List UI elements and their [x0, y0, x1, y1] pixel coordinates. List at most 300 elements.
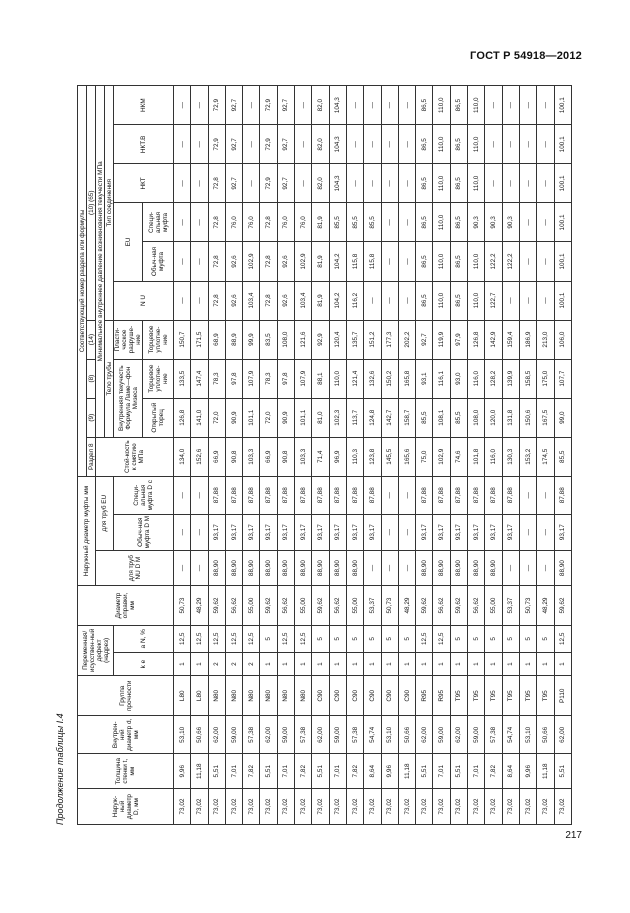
table-cell: 174,5 [537, 437, 554, 476]
table-cell: 82,0 [312, 86, 329, 125]
rotated-table-block [55, 85, 589, 825]
table-cell: 1 [450, 653, 467, 676]
table-cell: 101,1 [295, 398, 312, 437]
table-cell: 12,5 [191, 625, 208, 652]
table-cell: 92,9 [312, 320, 329, 359]
table-cell: 73,02 [450, 789, 467, 825]
table-cell: 87,88 [312, 476, 329, 514]
table-cell: 72,8 [208, 164, 225, 203]
table-cell: — [364, 86, 381, 125]
table-cell: 12,5 [225, 625, 242, 652]
table-caption: Продолжение таблицы I.4 [55, 713, 65, 825]
table-cell: 72,8 [260, 281, 277, 320]
col-resistance: Стой-кость к смятию МПа [96, 437, 174, 476]
table-cell: — [398, 125, 415, 164]
table-cell: N80 [243, 676, 260, 716]
table-row [381, 86, 398, 825]
table-cell: 7,01 [225, 754, 242, 789]
table-cell: 132,6 [364, 359, 381, 398]
col-closed-end: Торцевое уплотне-ние [143, 359, 174, 398]
table-cell: 139,9 [502, 359, 519, 398]
table-cell: 73,02 [174, 789, 191, 825]
table-cell: 1 [502, 653, 519, 676]
table-cell: 73,02 [346, 789, 363, 825]
table-cell: 93,17 [416, 514, 433, 550]
table-cell: 121,4 [346, 359, 363, 398]
table-cell: 93,17 [450, 514, 467, 550]
table-cell: 7,82 [346, 754, 363, 789]
table-cell: 5 [450, 625, 467, 652]
table-cell: 1 [364, 653, 381, 676]
table-cell: 75,0 [416, 437, 433, 476]
col-wt: Толщина стенки t, мм [78, 754, 174, 789]
table-cell: 59,00 [329, 716, 346, 754]
table-cell: 56,62 [433, 586, 450, 625]
table-cell: 86,5 [450, 164, 467, 203]
table-cell: — [174, 125, 191, 164]
table-cell: 142,9 [485, 320, 502, 359]
col-eu: EU [114, 203, 143, 281]
table-cell: 81,9 [312, 281, 329, 320]
table-cell: — [537, 242, 554, 281]
table-cell: 48,29 [537, 586, 554, 625]
table-cell: 126,8 [174, 398, 191, 437]
table-row [485, 86, 502, 825]
table-cell: 5 [398, 625, 415, 652]
table-cell: — [485, 164, 502, 203]
table-cell: 100,1 [554, 86, 571, 125]
table-cell: — [295, 125, 312, 164]
table-cell: 88,90 [277, 550, 294, 586]
table-cell: 59,62 [312, 586, 329, 625]
table-cell: T95 [468, 676, 485, 716]
table-cell: 88,90 [450, 550, 467, 586]
table-cell: 62,00 [260, 716, 277, 754]
table-cell: 116,0 [468, 359, 485, 398]
table-cell: 150,6 [519, 398, 536, 437]
table-cell: 97,8 [277, 359, 294, 398]
table-cell: — [174, 164, 191, 203]
table-cell: — [191, 514, 208, 550]
table-cell: 7,01 [433, 754, 450, 789]
table-cell: 72,9 [260, 86, 277, 125]
table-cell: 120,0 [485, 398, 502, 437]
table-cell: 92,7 [277, 164, 294, 203]
col-formula-group: Соответствующий номер раздела или формулы [78, 86, 87, 477]
table-cell: 103,4 [295, 281, 312, 320]
table-cell: 72,9 [260, 125, 277, 164]
table-cell: 123,8 [364, 437, 381, 476]
table-cell: T95 [485, 676, 502, 716]
table-cell: — [537, 476, 554, 514]
table-cell: — [537, 86, 554, 125]
table-cell: 133,5 [174, 359, 191, 398]
table-cell: — [519, 514, 536, 550]
col-od: Наруж-ный диаметр D, мм [78, 789, 174, 825]
table-cell: 107,9 [243, 359, 260, 398]
table-cell: 87,88 [243, 476, 260, 514]
table-cell: 135,7 [346, 320, 363, 359]
table-cell: 50,73 [381, 586, 398, 625]
table-cell: 86,5 [450, 125, 467, 164]
lame-text: Формула Ламе—фон Мизеса [124, 366, 139, 430]
table-cell: 88,90 [225, 550, 242, 586]
table-cell: 5 [260, 625, 277, 652]
table-cell: 5,51 [450, 754, 467, 789]
table-cell: 86,5 [416, 164, 433, 203]
table-cell: 62,00 [312, 716, 329, 754]
table-cell: T95 [450, 676, 467, 716]
table-cell: 110,0 [329, 359, 346, 398]
table-cell: 53,10 [519, 716, 536, 754]
table-cell: 175,0 [537, 359, 554, 398]
table-cell: 73,02 [416, 789, 433, 825]
table-cell: 76,0 [225, 203, 242, 242]
table-cell: 171,5 [191, 320, 208, 359]
table-cell: 87,88 [468, 476, 485, 514]
table-cell: 72,0 [208, 398, 225, 437]
table-cell: 81,9 [312, 242, 329, 281]
table-cell: — [519, 242, 536, 281]
table-cell: 102,9 [433, 437, 450, 476]
table-row [364, 86, 381, 825]
table-cell: 151,2 [364, 320, 381, 359]
table-cell: 110,0 [433, 86, 450, 125]
table-cell: 88,90 [208, 550, 225, 586]
table-cell: 5 [468, 625, 485, 652]
table-cell: 72,8 [260, 203, 277, 242]
table-cell: 5 [485, 625, 502, 652]
table-cell: 12,5 [243, 625, 260, 652]
table-cell: 76,0 [295, 203, 312, 242]
table-cell: C90 [381, 676, 398, 716]
table-cell: 122,2 [502, 242, 519, 281]
table-cell: 126,8 [468, 320, 485, 359]
table-cell: T95 [502, 676, 519, 716]
table-cell: 72,9 [260, 164, 277, 203]
table-cell: 92,7 [225, 164, 242, 203]
table-cell: 97,8 [225, 359, 242, 398]
table-cell: 145,5 [381, 437, 398, 476]
table-cell: 73,02 [191, 789, 208, 825]
table-cell: 107,7 [554, 359, 571, 398]
table-cell: 90,3 [502, 203, 519, 242]
table-row [295, 86, 312, 825]
table-cell: 92,7 [277, 125, 294, 164]
table-cell: 104,3 [329, 125, 346, 164]
table-cell: 50,73 [519, 586, 536, 625]
table-cell: 8,64 [502, 754, 519, 789]
table-cell: 12,5 [277, 625, 294, 652]
table-cell: 202,2 [398, 320, 415, 359]
table-cell: 53,37 [364, 586, 381, 625]
table-cell: 59,62 [416, 586, 433, 625]
table-cell: 73,02 [243, 789, 260, 825]
table-cell: 2 [208, 653, 225, 676]
col-nu-pipe: для труб NU D M [96, 550, 174, 586]
table-cell: 150,2 [381, 359, 398, 398]
table-cell: 50,73 [174, 586, 191, 625]
table-cell: 130,3 [502, 437, 519, 476]
table-cell: — [174, 550, 191, 586]
table-cell: 93,17 [295, 514, 312, 550]
table-cell: 165,6 [398, 437, 415, 476]
table-cell: — [174, 203, 191, 242]
col-nktv: НКТ.В [114, 125, 174, 164]
table-cell: 110,0 [468, 281, 485, 320]
table-cell: — [381, 242, 398, 281]
table-cell: 1 [433, 653, 450, 676]
col-id: Внутрен-ний диаметр d, мм [78, 716, 174, 754]
table-cell: 92,6 [225, 242, 242, 281]
table-cell: 86,5 [416, 125, 433, 164]
table-cell: 104,2 [329, 281, 346, 320]
table-cell: 158,5 [519, 359, 536, 398]
col-grade: Группа прочности [78, 676, 174, 716]
table-row [260, 86, 277, 825]
header-row-1 [78, 86, 87, 825]
table-cell: 1 [346, 653, 363, 676]
table-cell: 62,00 [416, 716, 433, 754]
col-connection-type: Тип соединения [105, 86, 114, 321]
table-cell: — [519, 281, 536, 320]
table-cell: 102,3 [329, 398, 346, 437]
table-cell: 73,02 [468, 789, 485, 825]
table-cell: 167,5 [537, 398, 554, 437]
table-cell: 59,00 [468, 716, 485, 754]
table-cell: 124,8 [364, 398, 381, 437]
table-cell: 88,90 [312, 550, 329, 586]
table-cell: 108,1 [433, 398, 450, 437]
table-cell: 93,17 [260, 514, 277, 550]
table-cell: 100,1 [554, 242, 571, 281]
table-cell: 12,5 [208, 625, 225, 652]
col-closed-end-2: Торцевое уплотне-ние [143, 320, 174, 359]
table-cell: 100,1 [554, 203, 571, 242]
table-cell: 93,17 [433, 514, 450, 550]
table-cell: — [174, 86, 191, 125]
table-cell: — [191, 164, 208, 203]
col-inner-yield [114, 359, 143, 437]
table-cell: 73,02 [295, 789, 312, 825]
table-cell: 122,7 [485, 281, 502, 320]
table-cell: 108,0 [468, 398, 485, 437]
table-cell: 86,5 [416, 242, 433, 281]
table-cell: 71,4 [312, 437, 329, 476]
table-cell: T95 [519, 676, 536, 716]
table-row [468, 86, 485, 825]
table-row [174, 86, 191, 825]
table-cell: 73,02 [260, 789, 277, 825]
table-cell: — [537, 203, 554, 242]
table-cell: 50,66 [191, 716, 208, 754]
table-cell: 101,8 [468, 437, 485, 476]
table-cell: 9,96 [174, 754, 191, 789]
table-cell: 55,00 [295, 586, 312, 625]
table-cell: 116,1 [433, 359, 450, 398]
table-cell: — [398, 476, 415, 514]
table-cell: 90,9 [225, 398, 242, 437]
table-cell: — [346, 125, 363, 164]
table-cell: 56,62 [277, 586, 294, 625]
table-cell: 88,90 [468, 550, 485, 586]
col-eu-spec: Специ-альная муфта [143, 203, 174, 242]
table-cell: 110,3 [346, 437, 363, 476]
table-cell: — [243, 125, 260, 164]
table-cell: 92,7 [225, 125, 242, 164]
table-cell: 72,0 [260, 398, 277, 437]
col-nkt: НКТ [114, 164, 174, 203]
table-cell: — [485, 125, 502, 164]
table-cell: 88,90 [554, 550, 571, 586]
table-cell: 7,01 [277, 754, 294, 789]
table-cell: 88,90 [329, 550, 346, 586]
table-cell: — [398, 550, 415, 586]
table-cell: — [398, 242, 415, 281]
table-cell: 100,1 [554, 281, 571, 320]
table-cell: 50,66 [398, 716, 415, 754]
table-cell: 5 [364, 625, 381, 652]
table-cell: 73,02 [364, 789, 381, 825]
table-cell: 2 [243, 653, 260, 676]
table-cell: 92,6 [277, 242, 294, 281]
table-row [450, 86, 467, 825]
table-cell: C90 [312, 676, 329, 716]
table-cell: 83,5 [260, 320, 277, 359]
table-row [346, 86, 363, 825]
col-pipe-body: Тело трубы [105, 320, 114, 437]
table-cell: L80 [174, 676, 191, 716]
table-cell: 86,5 [450, 281, 467, 320]
table-cell: 85,5 [346, 203, 363, 242]
table-cell: — [398, 514, 415, 550]
table-row [191, 86, 208, 825]
table-cell: — [295, 86, 312, 125]
table-cell: 11,18 [537, 754, 554, 789]
table-cell: — [191, 125, 208, 164]
table-cell: 72,9 [208, 125, 225, 164]
col-sec-9: (9) [87, 398, 96, 437]
table-cell: — [537, 281, 554, 320]
table-cell: — [243, 164, 260, 203]
table-cell: — [502, 550, 519, 586]
table-cell: 110,0 [468, 86, 485, 125]
table-cell: 55,00 [243, 586, 260, 625]
col-drift: Диаметр оправки, мм [78, 586, 174, 625]
table-cell: 1 [485, 653, 502, 676]
table-cell: 59,00 [225, 716, 242, 754]
table-cell: 73,02 [398, 789, 415, 825]
table-cell: 66,9 [260, 437, 277, 476]
table-cell: 48,29 [191, 586, 208, 625]
table-cell: 86,5 [450, 86, 467, 125]
col-eu-special: Специ-альная муфта D c [114, 476, 174, 514]
table-cell: 113,7 [346, 398, 363, 437]
table-cell: 62,00 [208, 716, 225, 754]
table-cell: T95 [537, 676, 554, 716]
table-row [312, 86, 329, 825]
table-cell: 100,1 [554, 164, 571, 203]
table-cell: — [191, 242, 208, 281]
table-cell: 68,9 [208, 320, 225, 359]
table-row [225, 86, 242, 825]
table-cell: — [346, 164, 363, 203]
table-cell: 88,90 [260, 550, 277, 586]
table-cell: 11,18 [191, 754, 208, 789]
table-cell: — [191, 476, 208, 514]
table-cell: 55,00 [346, 586, 363, 625]
table-row [243, 86, 260, 825]
table-cell: 90,8 [225, 437, 242, 476]
table-cell: — [381, 125, 398, 164]
table-cell: 12,5 [433, 625, 450, 652]
table-row [329, 86, 346, 825]
table-cell: 116,0 [485, 437, 502, 476]
table-cell: 73,02 [485, 789, 502, 825]
table-cell: 1 [329, 653, 346, 676]
table-cell: 12,5 [554, 625, 571, 652]
table-cell: 56,62 [329, 586, 346, 625]
table-cell: 5,51 [554, 754, 571, 789]
col-coupling-od: Наружный диаметр муфты мм [78, 476, 96, 586]
table-cell: 11,18 [398, 754, 415, 789]
table-cell: — [398, 164, 415, 203]
table-cell: 107,9 [295, 359, 312, 398]
table-cell: 9,96 [519, 754, 536, 789]
table-cell: 53,10 [174, 716, 191, 754]
table-cell: 103,3 [295, 437, 312, 476]
table-cell: 102,9 [243, 242, 260, 281]
table-cell: 88,90 [485, 550, 502, 586]
table-cell: 110,0 [468, 125, 485, 164]
table-cell: — [381, 550, 398, 586]
table-cell: 93,17 [208, 514, 225, 550]
table-cell: — [174, 242, 191, 281]
table-cell: 5 [329, 625, 346, 652]
table-cell: 1 [381, 653, 398, 676]
table-cell: 103,3 [243, 437, 260, 476]
table-cell: 73,02 [433, 789, 450, 825]
table-cell: 134,0 [174, 437, 191, 476]
table-cell: — [381, 203, 398, 242]
table-cell: 110,0 [433, 281, 450, 320]
table-cell: 93,0 [450, 359, 467, 398]
table-cell: 1 [191, 653, 208, 676]
table-row [554, 86, 571, 825]
table-cell: — [502, 164, 519, 203]
table-cell: 5,51 [312, 754, 329, 789]
table-cell: 93,17 [312, 514, 329, 550]
table-cell: — [381, 164, 398, 203]
table-cell: C90 [364, 676, 381, 716]
table-cell: — [537, 514, 554, 550]
table-cell: 88,1 [312, 359, 329, 398]
table-cell: 72,8 [208, 203, 225, 242]
table-cell: — [174, 281, 191, 320]
table-cell: 1 [295, 653, 312, 676]
table-cell: 87,88 [450, 476, 467, 514]
table-cell: — [502, 281, 519, 320]
table-cell: 1 [519, 653, 536, 676]
standard-number: ГОСТ Р 54918—2012 [470, 50, 582, 62]
table-cell: 99,0 [554, 398, 571, 437]
table-cell: 90,8 [277, 437, 294, 476]
table-cell: N80 [277, 676, 294, 716]
table-row [208, 86, 225, 825]
col-nu: N U [114, 281, 174, 320]
table-cell: 165,8 [398, 359, 415, 398]
table-cell: 78,3 [208, 359, 225, 398]
